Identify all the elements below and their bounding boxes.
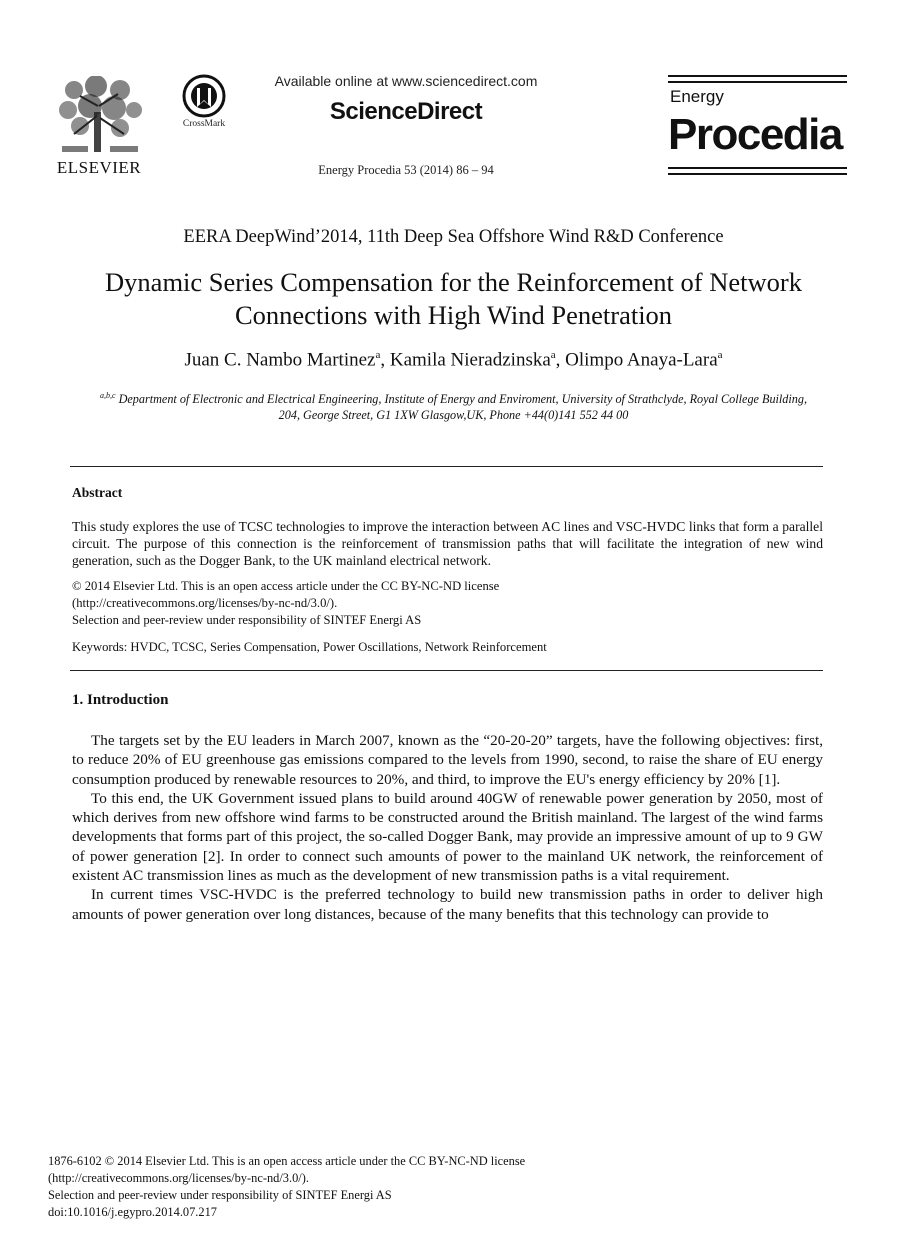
affiliation-sup: a,b,c <box>99 391 116 400</box>
journal-name-big: Procedia <box>668 110 842 159</box>
elsevier-wordmark: ELSEVIER <box>56 158 142 177</box>
author-affil-sup: a <box>550 349 556 361</box>
abstract-heading: Abstract <box>72 485 123 500</box>
journal-name-small: Energy <box>670 87 724 106</box>
footer-doi[interactable]: doi:10.1016/j.egypro.2014.07.217 <box>48 1205 217 1219</box>
author-list <box>60 349 847 371</box>
elsevier-tree-icon <box>54 76 144 156</box>
author-separator: , <box>380 349 390 371</box>
affiliation-line-2: 204, George Street, G1 1XW Glasgow,UK, Phone +44(0)141 552 44 00 <box>278 408 629 423</box>
license-link[interactable]: (http://creativecommons.org/licenses/by-nc-nd/3.0/). <box>72 596 338 610</box>
author-name: Juan C. Nambo Martinez <box>184 349 376 371</box>
intro-paragraph-1: The targets set by the EU leaders in March 2007, known as the “20-20-20” targets, have the following objectives: first, to reduce 20% of EU greenhouse gas emissions compared to the levels from 1990, second, to raise the share of EU energy consumption produced by renewable resources to 20%, and third, to improve the EU's energy efficiency by 20% [1]. <box>72 732 823 788</box>
crossmark-icon <box>182 74 226 118</box>
intro-paragraph-3: In current times VSC-HVDC is the preferred technology to build new transmission paths in order to deliver high amounts of power generation over long distances, because of the many benefits that this technology can provide to <box>72 886 823 923</box>
author-affil-sup: a <box>375 349 381 361</box>
journal-reference: Energy Procedia 53 (2014) 86 – 94 <box>318 163 494 177</box>
author-name: Kamila Nieradzinska <box>389 349 551 371</box>
affiliation-line-1: Department of Electronic and Electrical Engineering, Institute of Energy and Enviroment, University of Strathclyde, Royal College Building, <box>118 392 808 407</box>
logo-rule-bottom-2 <box>668 173 847 175</box>
license-line-1: © 2014 Elsevier Ltd. This is an open access article under the CC BY-NC-ND license <box>72 579 500 593</box>
sciencedirect-logo: ScienceDirect <box>329 98 483 125</box>
author-separator: , <box>555 349 566 371</box>
author-affil-sup: a <box>717 349 723 361</box>
footer-peer-review: Selection and peer-review under responsibility of SINTEF Energi AS <box>48 1188 392 1202</box>
elsevier-logo <box>52 76 146 178</box>
title-line-2: Connections with High Wind Penetration <box>234 300 673 330</box>
intro-paragraph-2: To this end, the UK Government issued plans to build around 40GW of renewable power generation by 2050, most of which derives from new offshore wind farms to be constructed around the British mainland. The largest of the wind farms developments that forms part of this project, the so-called Dogger Bank, may provide an impressive amount of up to 9 GW of power generation [2]. In order to connect such amounts of power to the mainland UK network, the reinforcement of existent AC transmission lines as much as the development of new transmission paths is a vital requirement. <box>72 789 823 885</box>
crossmark-badge[interactable] <box>175 74 233 136</box>
divider-top <box>70 466 823 467</box>
section-heading-introduction: 1. Introduction <box>72 692 169 708</box>
logo-rule-bottom-1 <box>668 167 847 169</box>
available-online-link[interactable]: Available online at www.sciencedirect.com <box>274 73 538 89</box>
author-name: Olimpo Anaya-Lara <box>565 349 718 371</box>
abstract-text: This study explores the use of TCSC technologies to improve the interaction between AC lines and VSC-HVDC links that form a parallel circuit. The purpose of this connection is the reinforcement of transmission paths that will facilitate the integration of new wind generation, such as the Dogger Bank, to the UK mainland electrical network. <box>72 519 823 568</box>
title-line-1: Dynamic Series Compensation for the Reinforcement of Network <box>105 267 802 297</box>
peer-review-line: Selection and peer-review under responsibility of SINTEF Energi AS <box>72 613 422 627</box>
divider-bottom <box>70 670 823 671</box>
paper-title <box>60 266 847 332</box>
logo-rule-top-2 <box>668 81 847 83</box>
footer-license-link[interactable]: (http://creativecommons.org/licenses/by-nc-nd/3.0/). <box>48 1171 309 1185</box>
logo-rule-top-1 <box>668 75 847 77</box>
conference-name: EERA DeepWind’2014, 11th Deep Sea Offshore Wind R&D Conference <box>183 227 724 247</box>
energy-procedia-logo <box>668 75 847 177</box>
affiliation <box>66 388 841 423</box>
crossmark-label: CrossMark <box>182 119 226 129</box>
keywords: Keywords: HVDC, TCSC, Series Compensation, Power Oscillations, Network Reinforcement <box>72 640 547 654</box>
footer-license-line: 1876-6102 © 2014 Elsevier Ltd. This is an open access article under the CC BY-NC-ND license <box>48 1154 526 1168</box>
introduction-body <box>72 731 823 924</box>
